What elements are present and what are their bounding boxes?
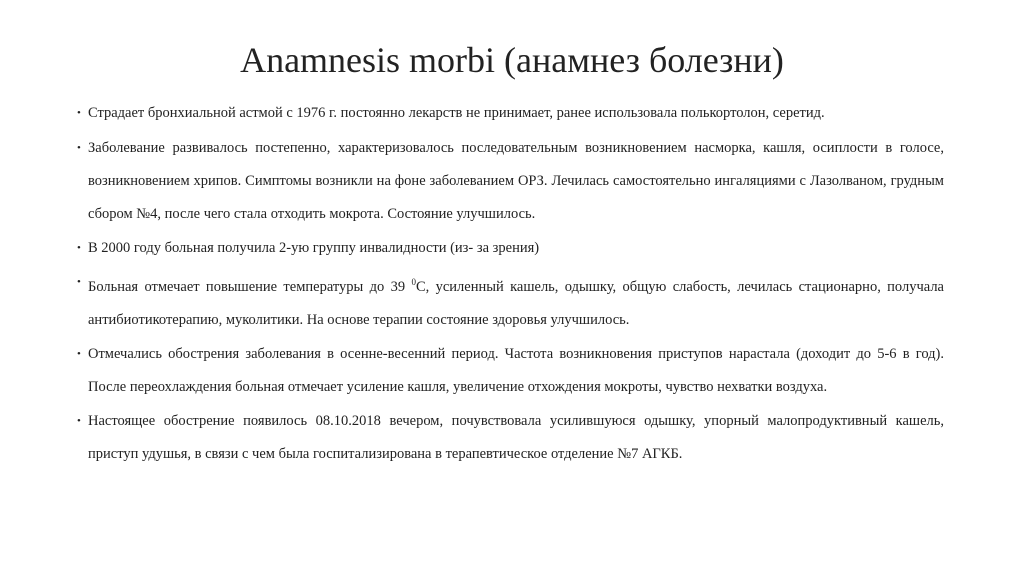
bullet-text-continued: С, усиленный кашель, одышку, общую слабость, лечилась стационарно, получала антибиотикотерапию, муколитики. На основе терапии состояние здоровья улучшилось. bbox=[88, 278, 944, 328]
bullet-dot-icon: • bbox=[77, 107, 81, 119]
bullet-dot-icon: • bbox=[77, 347, 81, 360]
bullet-list bbox=[77, 97, 944, 471]
bullet-dot-icon: • bbox=[77, 142, 81, 154]
bullet-item bbox=[77, 232, 944, 265]
bullet-item bbox=[77, 132, 944, 231]
bullet-text: Настоящее обострение появилось 08.10.2018 вечером, почувствовала усилившуюся одышку, упорный малопродуктивный кашель, приступ удушья, в связи с чем была госпитализирована в терапевтическое отделение №7 АГКБ. bbox=[88, 412, 944, 462]
bullet-dot-icon: • bbox=[77, 276, 81, 288]
bullet-item bbox=[77, 97, 944, 130]
bullet-item bbox=[77, 338, 944, 404]
bullet-text: Страдает бронхиальной астмой с 1976 г. постоянно лекарств не принимает, ранее использовала полькортолон, серетид. bbox=[88, 105, 825, 121]
degree-superscript: 0 bbox=[411, 277, 416, 287]
bullet-text: Заболевание развивалось постепенно, характеризовалось последовательным возникновением насморка, кашля, осиплости в голосе, возникновением хрипов. Симптомы возникли на фоне заболеванием ОРЗ. Лечилась самостоятельно ингаляциями с Лазолваном, грудным сбором №4, после чего стала отходить мокрота. Состояние улучшилось. bbox=[88, 140, 944, 222]
bullet-dot-icon: • bbox=[77, 242, 81, 254]
bullet-dot-icon: • bbox=[77, 414, 81, 427]
bullet-text: Отмечались обострения заболевания в осенне-весенний период. Частота возникновения приступов нарастала (доходит до 5-6 в год). После переохлаждения больная отмечает усиление кашля, увеличение отхождения мокроты, чувство нехватки воздуха. bbox=[88, 345, 944, 395]
slide-title: Anamnesis morbi (анамнез болезни) bbox=[240, 40, 784, 80]
bullet-item bbox=[77, 266, 944, 337]
bullet-item bbox=[77, 405, 944, 471]
bullet-text: Больная отмечает повышение температуры до 39 bbox=[88, 278, 412, 295]
bullet-text: В 2000 году больная получила 2-ую группу инвалидности (из- за зрения) bbox=[88, 240, 540, 256]
